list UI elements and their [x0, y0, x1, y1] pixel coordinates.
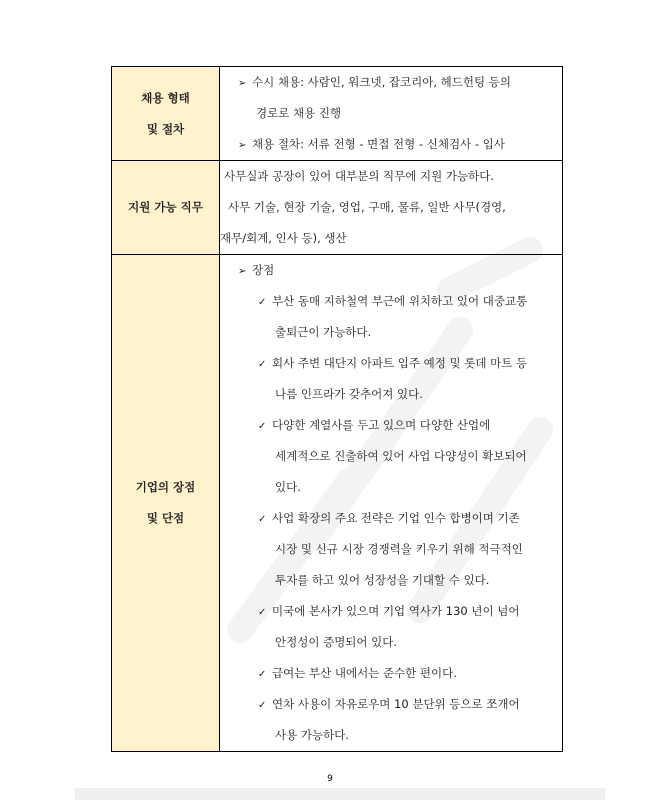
content-text: 채용 절차: 서류 전형 - 면접 전형 - 신체검사 - 입사	[252, 137, 505, 151]
content-line	[220, 348, 562, 379]
row-label-cell	[112, 67, 220, 161]
content-text: 있다.	[275, 480, 301, 494]
checkmark-bullet-icon: ✓	[258, 359, 267, 370]
content-text: 출퇴근이 가능하다.	[275, 325, 372, 339]
content-line	[220, 503, 562, 534]
content-line	[220, 161, 562, 192]
content-text: 나름 인프라가 갖추어져 있다.	[275, 387, 423, 401]
checkmark-bullet-icon: ✓	[258, 700, 267, 711]
table-row	[112, 255, 563, 752]
content-text: 시장 및 신규 시장 경쟁력을 키우기 위해 적극적인	[275, 542, 523, 556]
arrow-bullet-icon: ➢	[238, 78, 247, 89]
content-line	[220, 286, 562, 317]
row-content-cell	[220, 161, 563, 255]
page-number: 9	[327, 774, 333, 784]
row-label: 기업의 장점	[135, 480, 196, 494]
checkmark-bullet-icon: ✓	[258, 297, 267, 308]
table-row	[112, 67, 563, 161]
checkmark-bullet-icon: ✓	[258, 514, 267, 525]
footer-band	[75, 788, 605, 800]
content-text: 사무 기술, 현장 기술, 영업, 구매, 물류, 일반 사무(경영,	[228, 200, 506, 214]
content-text: 안정성이 증명되어 있다.	[275, 635, 398, 649]
arrow-bullet-icon: ➢	[238, 266, 247, 277]
content-text: 연차 사용이 자유로우며 10 분단위 등으로 쪼개어	[272, 697, 520, 711]
content-text: 장점	[252, 263, 275, 277]
content-line	[220, 98, 562, 129]
content-text: 사업 확장의 주요 전략은 기업 인수 합병이며 기존	[272, 511, 520, 525]
content-text: 경로로 채용 진행	[256, 106, 342, 120]
content-text: 급여는 부산 내에서는 준수한 편이다.	[272, 666, 457, 680]
content-line	[220, 565, 562, 596]
content-text: 수시 채용: 사람인, 워크넷, 잡코리아, 헤드헌팅 등의	[252, 75, 511, 89]
content-line	[220, 658, 562, 689]
content-line	[220, 720, 562, 751]
content-line	[220, 627, 562, 658]
content-line	[220, 441, 562, 472]
content-text: 부산 동매 지하철역 부근에 위치하고 있어 대중교통	[272, 294, 528, 308]
content-text: 재무/회계, 인사 등), 생산	[220, 231, 347, 245]
content-line	[220, 689, 562, 720]
row-label-cell	[112, 161, 220, 255]
row-label-cell	[112, 255, 220, 752]
content-line	[220, 317, 562, 348]
content-line	[220, 534, 562, 565]
content-line	[220, 67, 562, 98]
content-line	[220, 472, 562, 503]
content-text: 다양한 계열사를 두고 있으며 다양한 산업에	[272, 418, 491, 432]
content-line	[220, 223, 562, 254]
row-label: 채용 형태	[141, 90, 190, 105]
content-text: 미국에 본사가 있으며 기업 역사가 130 년이 넘어	[272, 604, 520, 618]
row-content-cell	[220, 67, 563, 161]
row-label: 및 단점	[146, 511, 185, 525]
content-text: 사용 가능하다.	[275, 728, 349, 742]
row-content-cell	[220, 255, 563, 752]
content-text: 사무실과 공장이 있어 대부분의 직무에 지원 가능하다.	[224, 169, 494, 183]
checkmark-bullet-icon: ✓	[258, 669, 267, 680]
content-text: 투자를 하고 있어 성장성을 기대할 수 있다.	[275, 573, 490, 587]
content-line	[220, 596, 562, 627]
content-line	[220, 255, 562, 286]
content-line	[220, 192, 562, 223]
row-label: 지원 가능 직무	[128, 200, 203, 214]
checkmark-bullet-icon: ✓	[258, 421, 267, 432]
checkmark-bullet-icon: ✓	[258, 607, 267, 618]
content-line	[220, 410, 562, 441]
arrow-bullet-icon: ➢	[238, 140, 247, 151]
content-text: 회사 주변 대단지 아파트 입주 예정 및 롯데 마트 등	[272, 356, 528, 370]
company-info-table	[111, 66, 563, 752]
content-line	[220, 379, 562, 410]
table-row	[112, 161, 563, 255]
row-label: 및 절차	[146, 121, 185, 136]
content-text: 세계적으로 진출하여 있어 사업 다양성이 확보되어	[275, 449, 527, 463]
content-line	[220, 129, 562, 160]
